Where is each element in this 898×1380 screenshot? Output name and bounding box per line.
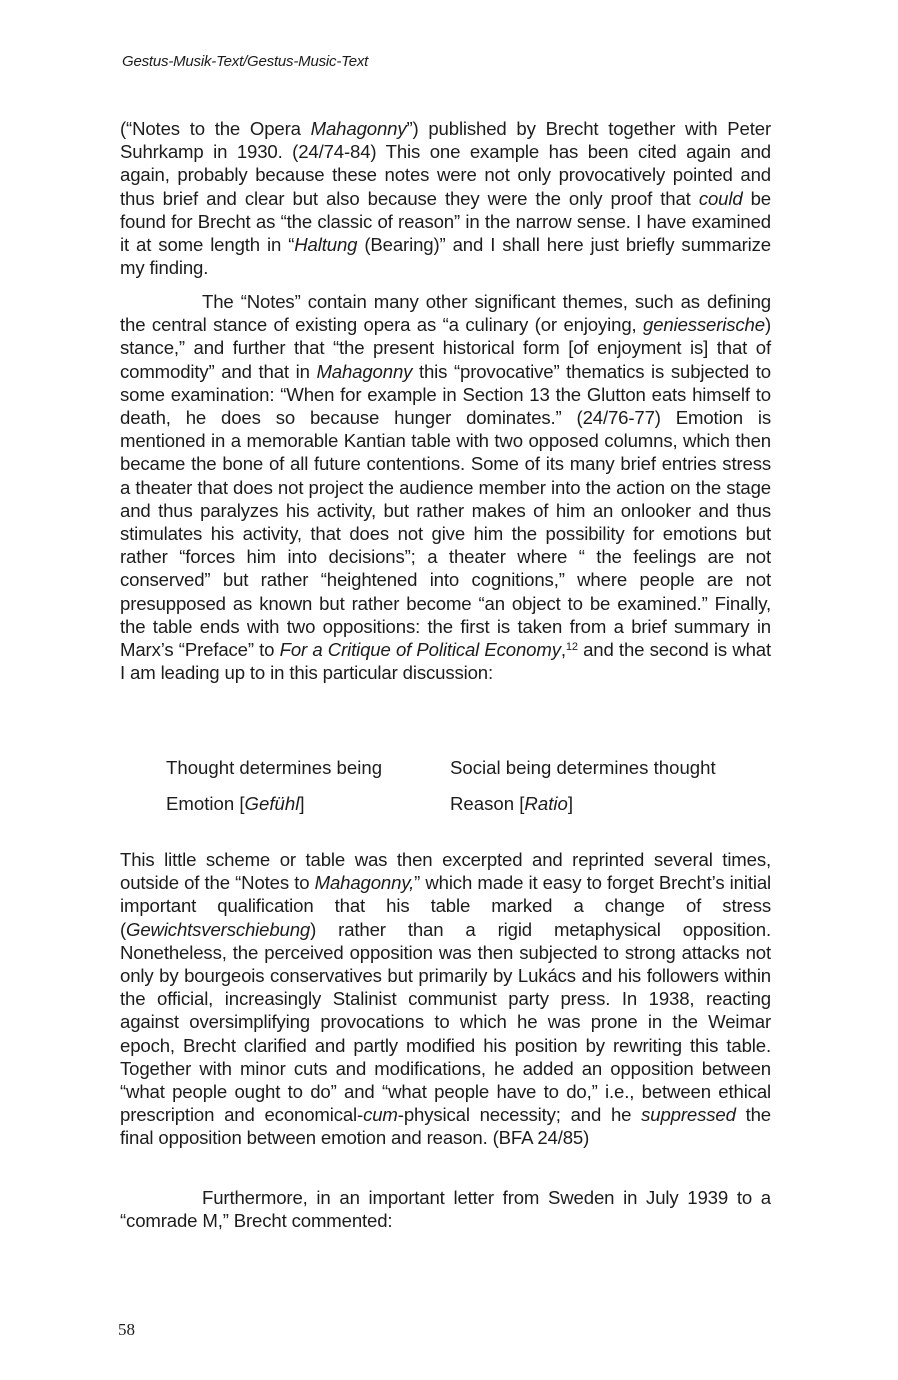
- opposition-right: Social being determines thought: [450, 757, 716, 778]
- opposition-row: [166, 756, 716, 792]
- running-head: Gestus-Musik-Text/Gestus-Music-Text: [122, 53, 369, 70]
- page-number: 58: [118, 1320, 135, 1339]
- opposition-left: Thought determines being: [166, 757, 383, 778]
- paragraph-1: (“Notes to the Opera Mahagonny”) published by Brecht together with Peter Suhrkamp in 1930. (24/74-84) This one example has been cited again and again, probably because these notes were not only provocatively pointed and thus brief and clear but also because they were the only proof that could be found for Brecht as “the classic of reason” in the narrow sense. I have examined it at some length in “Haltung (Bearing)” and I shall here just briefly summarize my finding.: [120, 118, 772, 279]
- paragraph-4: Furthermore, in an important letter from Sweden in July 1939 to a “comrade M,” Brecht commented:: [120, 1187, 771, 1232]
- footnote-marker: 12: [565, 641, 578, 654]
- opposition-row: [166, 792, 716, 828]
- opposition-right: Reason [Ratio]: [450, 793, 574, 814]
- opposition-table: [166, 756, 716, 828]
- paragraph-2: The “Notes” contain many other significant themes, such as defining the central stance of existing opera as “a culinary (or enjoying, geniesserische) stance,” and further that “the present historical form [of enjoyment is] that of commodity” and that in Mahagonny this “provocative” thematics is subjected to some examination: “When for example in Section 13 the Glutton eats himself to death, he does so because hunger dominates.” (24/76-77) Emotion is mentioned in a memorable Kantian table with two opposed columns, which then became the bone of all future contentions. Some of its many brief entries stress a theater that does not project the audience member into the action on the stage and thus paralyzes his activity, but rather makes of him an onlooker and thus stimulates his activity, that does not give him the possibility for emotions but rather “forces him into decisions”; a theater where “ the feelings are not conserved” but rather “heightened into cognitions,” where people are not presupposed as known but rather become “an object to be examined.” Finally, the table ends with two oppositions: the first is taken from a brief summary in Marx’s “Preface” to For a Critique of Political Economy,$^{12}$ and the second is what I am leading up to in this particular discussion:: [120, 291, 771, 684]
- paragraph-3: This little scheme or table was then excerpted and reprinted several times, outside of the “Notes to Mahagonny,” which made it easy to forget Brecht’s initial important qualification that his table marked a change of stress (Gewichtsverschiebung) rather than a rigid metaphysical opposition. Nonetheless, the perceived opposition was then subjected to strong attacks not only by bourgeois conservatives but primarily by Lukács and his followers within the official, increasingly Stalinist communist party press. In 1938, reacting against oversimplifying provocations to which he was prone in the Weimar epoch, Brecht clarified and partly modified his position by rewriting this table. Together with minor cuts and modifications, he added an opposition between “what people ought to do” and “what people have to do,” i.e., between ethical prescription and economical-cum-physical necessity; and he suppressed the final opposition between emotion and reason. (BFA 24/85): [120, 849, 771, 1149]
- opposition-left: Emotion [Gefühl]: [166, 793, 305, 814]
